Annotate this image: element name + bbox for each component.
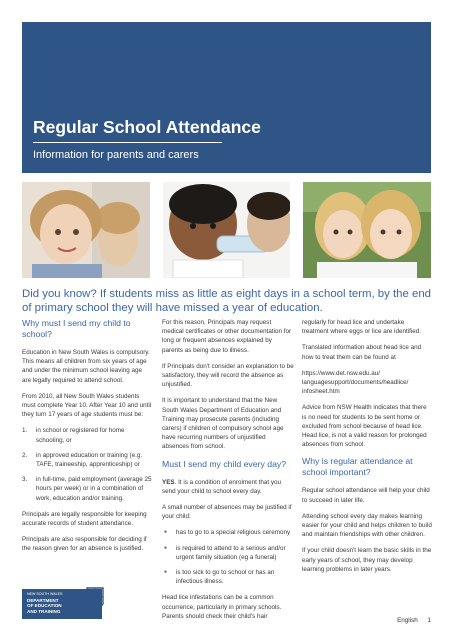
list-item: 3. in full-time, paid employment (average 25 hours per week) or in a combination of work, education and/or training. bbox=[22, 476, 152, 502]
paragraph: Head lice infestations can be a common occurrence, particularly in primary schools. Parents should check their child's hair bbox=[162, 594, 282, 620]
paragraph: Regular school attendance will help your child to succeed in later life. bbox=[302, 487, 430, 504]
page-number: 1 bbox=[427, 617, 431, 624]
nsw-department-logo: NEW SOUTH WALES DEPARTMENT OF EDUCATION AND TRAINING bbox=[22, 589, 102, 619]
column-why-send-child bbox=[22, 318, 152, 561]
list-item: ● is too sick to go to school or has an infectious illness. bbox=[162, 568, 294, 586]
photo-boy-drinking-water bbox=[163, 182, 290, 278]
paragraph: Translated information about head lice and how to treat them can be found at bbox=[302, 344, 422, 361]
photo-girl-in-classroom bbox=[22, 182, 150, 278]
did-you-know-callout: Did you know? If students miss as little as eight days in a school term, by the end of primary school they will have missed a year of education. bbox=[22, 288, 432, 314]
document-subtitle: Information for parents and carers bbox=[33, 149, 199, 161]
paragraph: From 2010, all New South Wales students must complete Year 10. After Year 10 and until they turn 17 years of age students must be: bbox=[22, 392, 152, 419]
heading-why-regular-attendance: Why is regular attendance at school important? bbox=[302, 456, 413, 478]
paragraph: A small number of absences may be justified if your child: bbox=[162, 504, 292, 521]
title-underline bbox=[33, 142, 222, 143]
paragraph-yes: YES. It is a condition of enrolment that you send your child to school every day. bbox=[162, 478, 282, 495]
title-banner bbox=[22, 22, 431, 173]
yes-emphasis: YES bbox=[162, 478, 175, 486]
paragraph: regularly for head lice and undertake treatment where eggs or lice are identified. bbox=[302, 319, 422, 336]
paragraph: If Principals don't consider an explanation to be satisfactory, they will record the absence as unjustified. bbox=[162, 362, 294, 389]
paragraph: Principals are also responsible for deciding if the reason given for an absence is justified. bbox=[22, 536, 147, 553]
page-footer bbox=[397, 617, 431, 624]
column-must-send-every-day bbox=[162, 318, 294, 628]
paragraph: For this reason, Principals may request medical certificates or other documentation for long or frequent absences explained by parents as being due to illness. bbox=[162, 319, 292, 354]
paragraph: It is important to understand that the New South Wales Department of Education and Training may prosecute parents (including carers) if children of compulsory school age have recurring numbers of unjustified absences from school. bbox=[162, 397, 284, 451]
paragraph: Advice from NSW Health indicates that there is no need for students to be sent home or excluded from school because of head lice. Head lice, is not a valid reason for prolonged absences from school. bbox=[302, 404, 427, 449]
headlice-info-link[interactable]: https://www.det.nsw.edu.au/ languagesupport/documents/headlice/ infosheet.htm bbox=[302, 369, 409, 396]
column-why-regular-attendance bbox=[302, 318, 432, 581]
heading-must-send-every-day: Must I send my child every day? bbox=[162, 458, 287, 469]
list-item: ● has to go to a special religious ceremony bbox=[162, 528, 294, 537]
document-title: Regular School Attendance bbox=[33, 117, 261, 137]
paragraph: Attending school every day makes learning easier for your child and helps children to build and maintain friendships with other children. bbox=[302, 512, 432, 539]
list-item: ● is required to attend to a serious and/or urgent family situation (eg a funeral) bbox=[162, 544, 294, 562]
nsw-crest-icon bbox=[84, 584, 106, 618]
paragraph: Principals are legally responsible for keeping accurate records of student attendance. bbox=[22, 510, 147, 528]
heading-why-send-child: Why must I send my child to school? bbox=[22, 318, 131, 339]
footer-language: English bbox=[397, 617, 418, 624]
bullet-list bbox=[162, 528, 294, 586]
photo-two-girls-hugging bbox=[303, 182, 431, 278]
paragraph: Education in New South Wales is compulsory. This means all children from six years of age and under the minimum school leaving age are legally required to attend school. bbox=[22, 349, 150, 384]
list-item: 2. in approved education or training (e.g. TAFE, traineeship, apprenticeship) or bbox=[22, 451, 143, 469]
numbered-list bbox=[22, 426, 152, 502]
paragraph: If your child doesn't learn the basic skills in the early years of school, they may develop learning problems in later years. bbox=[302, 547, 432, 573]
list-item: 1. in school or registered for home schooling, or bbox=[22, 427, 125, 444]
